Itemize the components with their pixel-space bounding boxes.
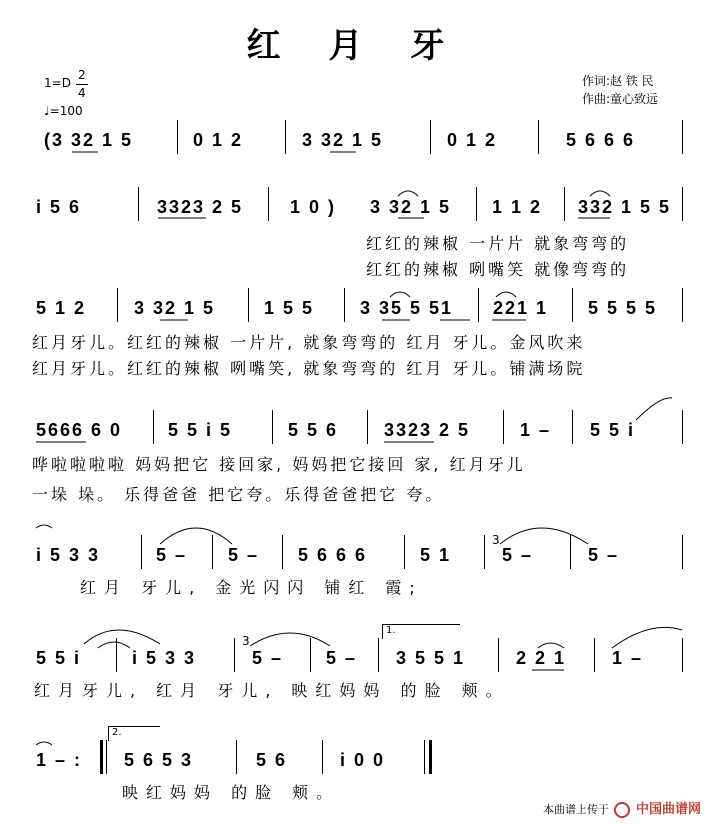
- barline: [430, 120, 431, 154]
- barline: [572, 288, 573, 322]
- measure: 5 5 i: [36, 648, 82, 668]
- barline: [682, 120, 683, 154]
- measure: 5666 6 0: [36, 420, 123, 440]
- measure: 1 0 ): [290, 197, 337, 217]
- barline: [478, 288, 479, 322]
- time-signature-line: [76, 84, 88, 85]
- barline: [498, 638, 499, 672]
- final-barline: [429, 740, 432, 774]
- measure: 3 32 1 5: [302, 130, 384, 150]
- time-signature-top: 2: [78, 68, 86, 82]
- lyric-verse-2: 红红的辣椒 咧嘴笑 就像弯弯的: [366, 260, 630, 279]
- slur: [612, 627, 682, 648]
- barline: [116, 638, 117, 672]
- measure: 3 35 5 51: [360, 298, 454, 318]
- slur: [36, 525, 52, 528]
- lyric-verse-2: 一垛 垛。 乐得爸爸 把它夸。乐得爸爸把它 夸。: [32, 485, 445, 504]
- measure: 5 –: [252, 648, 284, 668]
- measure: 5 6 6 6: [298, 545, 368, 565]
- measure: 3323 2 5: [384, 420, 471, 440]
- barline: [484, 535, 485, 569]
- measure: 5 1 2: [36, 298, 87, 318]
- slur: [500, 528, 588, 544]
- barline: [236, 740, 237, 774]
- slur: [496, 292, 516, 297]
- repeat-barline: [100, 740, 103, 774]
- barline: [424, 740, 425, 774]
- slur: [590, 191, 610, 196]
- measure: 5 –: [156, 545, 188, 565]
- measure: i 5 3 3: [36, 545, 101, 565]
- barline: [141, 535, 142, 569]
- measure: 3 32 1 5: [370, 197, 452, 217]
- lyric-verse-1: 红月牙儿。红红的辣椒 一片片, 就象弯弯的 红月 牙儿。金风吹来: [32, 333, 586, 352]
- slur: [98, 642, 130, 648]
- barline: [538, 120, 539, 154]
- slur: [160, 528, 232, 544]
- lyric-verse-2: 红月牙儿。红红的辣椒 咧嘴笑, 就象弯弯的 红月 牙儿。铺满场院: [32, 359, 586, 378]
- measure: i 5 3 3: [132, 648, 197, 668]
- volta-1: 1.: [382, 624, 460, 639]
- slur: [84, 630, 160, 644]
- slur: [636, 398, 672, 420]
- footer-prefix: 本曲谱上传于: [542, 803, 609, 816]
- composer-credit: 作曲:童心致远: [582, 92, 659, 106]
- tempo-marking: [44, 104, 83, 118]
- grace-note-3: 3: [492, 533, 500, 547]
- measure: 5 5 5 5: [588, 298, 658, 318]
- barline: [272, 410, 273, 444]
- barline: [378, 638, 379, 672]
- measure: (3 32 1 5: [44, 130, 134, 150]
- barline: [117, 288, 118, 322]
- slur: [398, 191, 418, 196]
- barline: [367, 410, 368, 444]
- measure: 3323 2 5: [157, 197, 244, 217]
- barline: [503, 410, 504, 444]
- barline: [682, 638, 683, 672]
- barline: [153, 410, 154, 444]
- measure: 1 1 2: [492, 197, 543, 217]
- measure: 3 5 5 1: [396, 648, 466, 668]
- measure: 5 1: [420, 545, 452, 565]
- measure: 0 1 2: [193, 130, 244, 150]
- volta-2: 2.: [108, 726, 160, 741]
- barline: [268, 187, 269, 221]
- barline: [177, 120, 178, 154]
- barline: [344, 288, 345, 322]
- tempo-value: =100: [49, 104, 83, 118]
- measure: 332 1 5 5: [578, 197, 672, 217]
- barline: [682, 535, 683, 569]
- measure: 3 32 1 5: [134, 298, 216, 318]
- lyricist-credit: 作词:赵 铁 民: [582, 74, 654, 88]
- lyric-verse-1: 红月 牙儿, 金光闪闪 铺红 霞;: [80, 578, 423, 597]
- measure: 5 –: [588, 545, 620, 565]
- barline: [212, 535, 213, 569]
- measure: 5 5 i: [590, 420, 636, 440]
- lyric-verse-1: 哗啦啦啦啦 妈妈把它 接回家, 妈妈把它接回 家, 红月牙儿: [32, 455, 526, 474]
- measure: 5 –: [502, 545, 534, 565]
- barline: [476, 187, 477, 221]
- barline: [234, 638, 235, 672]
- measure: 221 1: [493, 298, 549, 318]
- barline: [594, 638, 595, 672]
- grace-note-3: 3: [242, 634, 250, 648]
- barline: [404, 535, 405, 569]
- quarter-note-icon: ♩: [44, 104, 50, 118]
- measure: 1 –: [520, 420, 552, 440]
- measure: 5 –: [228, 545, 260, 565]
- slur: [250, 633, 330, 646]
- lyric-verse-1: 映红妈妈 的脸 颊。: [122, 783, 341, 802]
- lyric-verse-1: 红红的辣椒 一片片 就象弯弯的: [366, 234, 630, 253]
- measure: i 0 0: [340, 750, 386, 770]
- footer-site-name[interactable]: 中国曲谱网: [635, 802, 701, 817]
- slur: [36, 742, 52, 745]
- barline: [682, 288, 683, 322]
- barline: [138, 187, 139, 221]
- measure: 0 1 2: [447, 130, 498, 150]
- barline: [564, 187, 565, 221]
- barline: [322, 740, 323, 774]
- barline: [682, 187, 683, 221]
- page-title: 红 月 牙: [246, 26, 463, 66]
- barline: [572, 410, 573, 444]
- measure: 5 5 i 5: [168, 420, 233, 440]
- lyric-verse-1: 红月牙儿, 红月 牙儿, 映红妈妈 的脸 颊。: [34, 681, 510, 700]
- measure: 5 5 6: [288, 420, 339, 440]
- measure: 5 –: [326, 648, 358, 668]
- measure: 1 –: [612, 648, 644, 668]
- measure: 5 6: [256, 750, 288, 770]
- barline: [285, 120, 286, 154]
- measure: 1 – :: [36, 750, 83, 770]
- measure: i 5 6: [36, 197, 82, 217]
- site-logo-icon: [614, 802, 630, 818]
- barline: [310, 638, 311, 672]
- barline: [682, 410, 683, 444]
- barline: [282, 535, 283, 569]
- slur: [390, 292, 410, 297]
- barline: [570, 535, 571, 569]
- measure: 2 2 1: [516, 648, 567, 668]
- measure: 5 6 6 6: [566, 130, 636, 150]
- measure: 1 5 5: [264, 298, 315, 318]
- measure: 5 6 5 3: [124, 750, 194, 770]
- barline: [248, 288, 249, 322]
- time-signature-bottom: 4: [78, 86, 86, 100]
- barline: [106, 740, 107, 774]
- footer-credit: [543, 798, 701, 818]
- key-signature: 1=D: [44, 76, 71, 90]
